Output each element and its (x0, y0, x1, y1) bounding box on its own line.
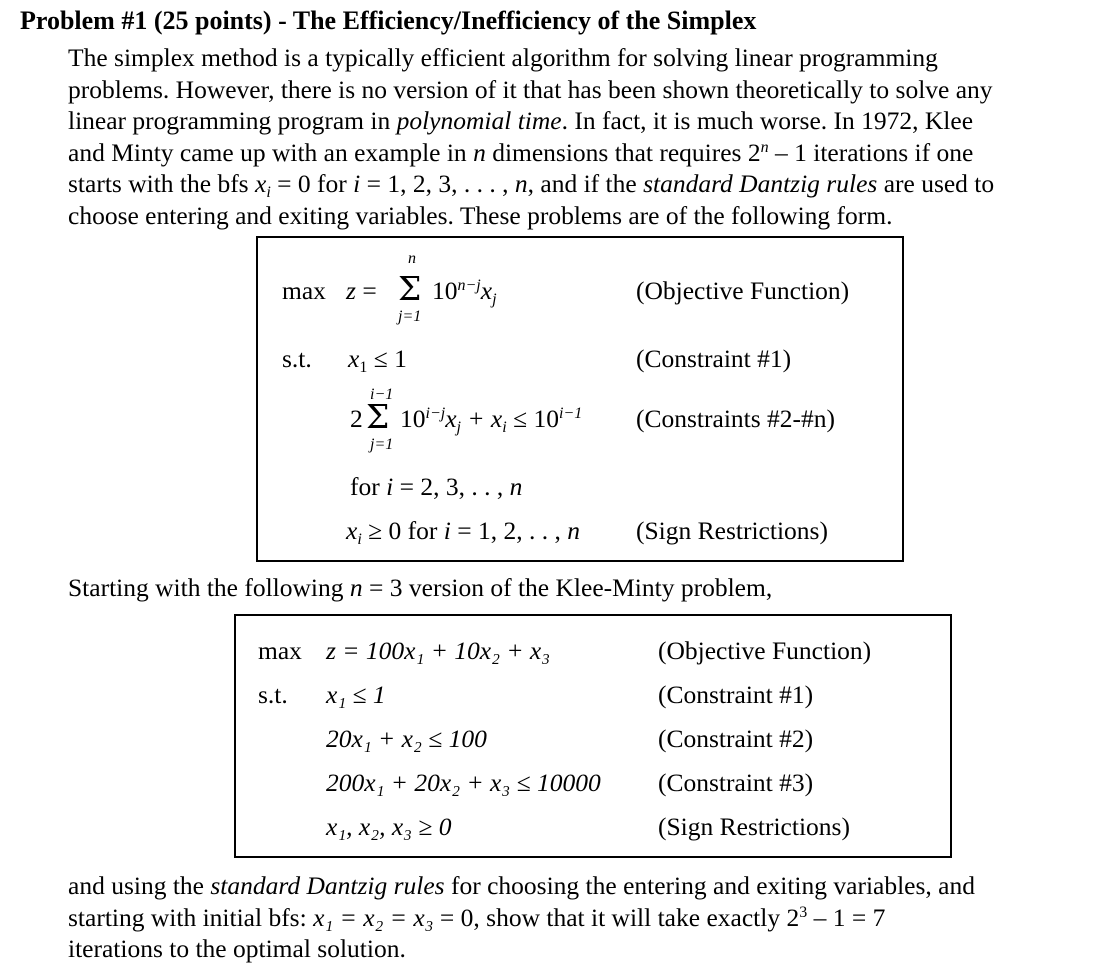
general-form-box (256, 236, 904, 562)
constraint1-expression: $x_1 \le 1$ (348, 344, 407, 376)
n3-constraint1: x₁ ≤ 1 (326, 680, 386, 709)
n3-objective-label: (Objective Function) (658, 636, 872, 665)
max-keyword: max (282, 276, 326, 305)
for-i-range: for i = 2, 3, . . , n (350, 472, 523, 501)
n3-constraint1-label: (Constraint #1) (658, 680, 814, 709)
st-keyword-n3: s.t. (258, 680, 288, 709)
sum2-lower-limit: j=1 (370, 436, 394, 453)
problem-title: Problem #1 (25 points) - The Efficiency/Inefficiency of the Simplex (20, 6, 757, 35)
intro-paragraph: The simplex method is a typically efficient algorithm for solving linear programming problems. However, there is no version of it that has been shown theoretically to solve any linear programming program in polynomial time. In fact, it is much worse. In 1972, Klee and Minty came up with an example in n dimensions that requires 2$^n$ – 1 iterations if one starts with the bfs $x_i = 0$ for i = 1, 2, 3, . . . , n, and if the standard Dantzig rules are used to choose entering and exiting variables. These problems are of the following form. (68, 43, 995, 230)
closing-paragraph: and using the standard Dantzig rules for choosing the entering and exiting variables, and starting with initial bfs: x₁ = x₂ = x₃ = 0, show that it will take exactly $2^3 - 1 = 7$ iterations to the optimal solution. (68, 871, 975, 964)
n3-constraint2: 20x₁ + x₂ ≤ 100 (326, 724, 487, 753)
objective-term: $10^{n-j}x_j$ (432, 276, 497, 308)
dantzig-rules-emphasis: standard Dantzig rules (643, 169, 878, 199)
n3-sign-label: (Sign Restrictions) (658, 812, 850, 841)
dantzig-rules-emphasis-2: standard Dantzig rules (210, 871, 445, 900)
n3-constraint3: 200x₁ + 20x₂ + x₃ ≤ 10000 (326, 768, 601, 797)
lead-sentence: Starting with the following n = 3 version of the Klee-Minty problem, (68, 573, 773, 602)
n3-sign: x₁, x₂, x₃ ≥ 0 (326, 812, 452, 841)
polynomial-time-emphasis: polynomial time (396, 106, 562, 136)
constraint2-expression: $10^{i-j}x_j + x_i \le 10^{i-1}$ (400, 404, 583, 436)
n3-constraint3-label: (Constraint #3) (658, 768, 814, 797)
objective-label: (Objective Function) (636, 276, 850, 305)
constraint1-label: (Constraint #1) (636, 344, 792, 373)
constraint2-label: (Constraints #2-#n) (636, 404, 836, 433)
n3-form-box (234, 614, 952, 858)
max-keyword-n3: max (258, 636, 302, 665)
sum-upper-limit: n (408, 250, 416, 267)
z-equals: z = (346, 276, 377, 305)
n3-constraint2-label: (Constraint #2) (658, 724, 814, 753)
sign-expression: $x_i \ge 0$ for i = 1, 2, . . , n (346, 516, 580, 548)
st-keyword: s.t. (282, 344, 312, 373)
sigma-icon: Σ (398, 269, 422, 308)
sum2-upper-limit: i−1 (370, 386, 394, 403)
constraint2-coef: 2 (350, 404, 363, 433)
sum-lower-limit: j=1 (398, 308, 422, 325)
sign-label: (Sign Restrictions) (636, 516, 828, 545)
n3-objective: z = 100x₁ + 10x₂ + x₃ (326, 636, 551, 665)
sigma2-icon: Σ (366, 397, 390, 436)
